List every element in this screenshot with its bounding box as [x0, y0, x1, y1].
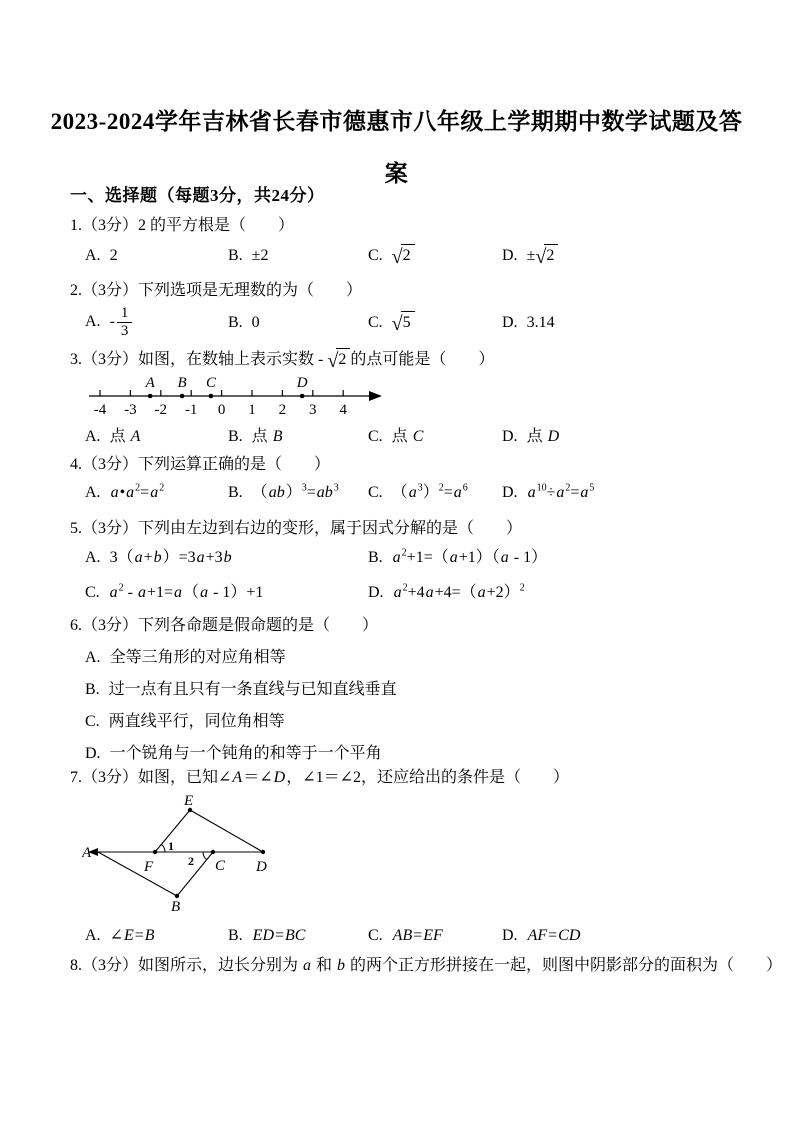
- option-C: [368, 483, 502, 503]
- segment-ED: [190, 810, 263, 852]
- option-C: [368, 244, 502, 267]
- section-heading: 一、选择题（每题3分，共24分）: [70, 186, 325, 205]
- point-B: [180, 394, 185, 399]
- point-label-D: D: [296, 375, 308, 391]
- radical-sign-icon: √: [327, 350, 339, 372]
- vertex-B: [175, 894, 179, 898]
- option-key: D.: [368, 584, 384, 601]
- option-key: B.: [368, 549, 383, 566]
- question-2: [70, 281, 730, 341]
- vertex-C: [211, 850, 215, 854]
- option-content: 点 C: [391, 428, 424, 445]
- option-key: B.: [85, 681, 100, 698]
- option-A: [85, 548, 368, 568]
- radicand: 2: [544, 244, 558, 266]
- question-stem: 2.（3分）下列选项是无理数的为（ ）: [70, 282, 363, 299]
- tick-label: 3: [309, 402, 317, 418]
- point-C: [209, 394, 214, 399]
- math-var: a: [196, 549, 205, 566]
- vertex-label-D: D: [256, 859, 267, 875]
- option-key: A.: [85, 927, 101, 944]
- math-var: a: [408, 484, 417, 501]
- options-row: [85, 483, 730, 503]
- option-key: C.: [85, 713, 100, 730]
- math-var: A: [130, 428, 141, 445]
- math-var: D: [547, 428, 560, 445]
- fraction-denominator: 3: [117, 322, 133, 340]
- math-var: E: [123, 927, 134, 944]
- angle-label-2: 2: [188, 854, 194, 868]
- option-content: 3.14: [526, 313, 555, 331]
- math-var: AB: [392, 927, 413, 944]
- option-key: A.: [85, 549, 101, 566]
- geometry-figure: [82, 793, 297, 921]
- options-row: [85, 548, 730, 568]
- vertex-label-C: C: [215, 858, 226, 874]
- option-content: 两直线平行，同位角相等: [108, 713, 285, 730]
- math-superscript: 3: [417, 482, 423, 494]
- fraction-numerator: 1: [120, 305, 129, 321]
- option-key: C.: [368, 927, 383, 944]
- options-row: [85, 583, 730, 603]
- math-var: BC: [285, 927, 306, 944]
- number-line-figure-wrap: [85, 373, 730, 421]
- question-5: [70, 519, 730, 603]
- math-superscript: 2: [402, 582, 408, 594]
- question-3: [70, 348, 730, 447]
- vertex-D: [261, 850, 265, 854]
- option-content: 一个锐角与一个钝角的和等于一个平角: [109, 745, 382, 762]
- tick-label: -1: [184, 402, 198, 418]
- math-var: ED: [252, 927, 274, 944]
- sqrt-expression: [392, 244, 415, 267]
- point-D: [300, 394, 305, 399]
- vertex-label-F: F: [144, 859, 154, 875]
- option-key: A.: [85, 484, 101, 501]
- question-8: [70, 956, 783, 976]
- option-key: D.: [502, 247, 518, 264]
- options-row: [85, 305, 730, 341]
- angle-label-1: 1: [168, 839, 174, 853]
- math-var: A: [232, 769, 243, 786]
- option-D: [502, 926, 730, 946]
- options-list: [70, 648, 730, 764]
- math-var: a: [580, 484, 589, 501]
- segment-AB: [98, 852, 177, 896]
- option-key: A.: [85, 428, 101, 445]
- option-B: [228, 313, 368, 333]
- math-var: C: [412, 428, 424, 445]
- option-key: C.: [368, 247, 383, 264]
- option-C: [85, 583, 368, 603]
- point-label-B: B: [177, 375, 187, 391]
- angle-arc-F: [161, 844, 165, 852]
- math-var: a: [110, 484, 119, 501]
- option-content: [391, 313, 415, 336]
- math-superscript: 6: [462, 482, 468, 494]
- option-key: B.: [228, 246, 243, 264]
- math-superscript: 2: [401, 547, 407, 559]
- document-title-line2: 案: [384, 161, 409, 186]
- option-content: ED=BC: [252, 927, 306, 944]
- fraction: [117, 305, 133, 341]
- option-key: C.: [368, 314, 383, 332]
- sqrt-expression: [327, 348, 350, 371]
- vertex-F: [153, 850, 157, 854]
- tick-label: 4: [339, 402, 347, 418]
- option-key: D.: [502, 484, 518, 501]
- radicand: 2: [336, 348, 350, 370]
- math-var: a: [200, 584, 209, 601]
- math-var: a: [303, 957, 312, 974]
- math-var: a: [174, 584, 183, 601]
- math-superscript: 5: [589, 482, 595, 494]
- question-stem: 4.（3分）下列运算正确的是（ ）: [70, 456, 331, 473]
- option-content: AB=EF: [392, 927, 443, 944]
- math-var: a: [393, 584, 402, 601]
- tick-label: -4: [93, 402, 107, 418]
- option-C: [368, 926, 502, 946]
- option-key: B.: [228, 927, 243, 944]
- math-var: ab: [316, 484, 333, 501]
- vertex-label-E: E: [184, 793, 194, 809]
- option-C: [368, 311, 502, 334]
- math-superscript: 2: [519, 582, 525, 594]
- option-content: ±√2: [527, 247, 559, 264]
- option-D: [85, 744, 730, 764]
- math-var: a: [527, 484, 536, 501]
- sqrt-expression: [392, 311, 415, 334]
- option-key: A.: [85, 649, 101, 666]
- option-content: 点 D: [526, 428, 560, 445]
- option-B: [228, 246, 368, 266]
- math-var: B: [144, 927, 155, 944]
- question-stem: 8.（3分）如图所示，边长分别为 a 和 b 的两个正方形拼接在一起，则图中阴影部分的面积为（ ）: [70, 957, 783, 974]
- option-content: AF=CD: [527, 927, 581, 944]
- segment-BC: [177, 852, 213, 896]
- math-superscript: 2: [159, 482, 165, 494]
- math-var: a: [150, 484, 159, 501]
- document-title: [0, 96, 793, 200]
- question-stem: 7.（3分）如图，已知∠A＝∠D，∠1＝∠2，还应给出的条件是（ ）: [70, 769, 570, 786]
- option-key: B.: [228, 484, 243, 501]
- option-content: $a^{10}\div a^2=a^5$: [527, 482, 595, 501]
- option-A: [85, 305, 228, 341]
- math-superscript: 2: [118, 582, 124, 594]
- math-var: a: [134, 549, 143, 566]
- option-key: C.: [85, 584, 100, 601]
- option-A: [85, 427, 228, 447]
- options-row: [85, 244, 730, 267]
- document-title-line1: 2023-2024学年吉林省长春市德惠市八年级上学期期中数学试题及答: [50, 109, 743, 134]
- option-key: A.: [85, 313, 101, 331]
- point-label-C: C: [205, 375, 216, 391]
- question-stem: 1.（3分）2 的平方根是（ ）: [70, 217, 295, 234]
- option-key: B.: [228, 313, 243, 331]
- option-content: $a^2+1=(a+1)(a - 1)$: [392, 547, 548, 566]
- number-line-figure: [85, 373, 385, 421]
- option-key: D.: [502, 428, 518, 445]
- tick-label: 1: [248, 402, 256, 418]
- question-stem: 5.（3分）下列由左边到右边的变形，属于因式分解的是（ ）: [70, 520, 523, 537]
- radicand: 2: [401, 244, 415, 266]
- math-var: D: [273, 769, 286, 786]
- tick-label: 0: [217, 402, 226, 418]
- math-var: EF: [423, 927, 443, 944]
- option-content: ±2: [251, 246, 269, 264]
- math-var: b: [223, 549, 232, 566]
- vertex-label-A: A: [82, 845, 92, 861]
- math-var: B: [272, 428, 283, 445]
- option-A: [85, 246, 228, 266]
- option-content: $(ab)^3=ab^3$: [251, 482, 339, 501]
- option-key: D.: [85, 745, 101, 762]
- math-superscript: 3: [301, 482, 307, 494]
- math-var: a: [138, 584, 146, 601]
- option-D: [502, 313, 730, 333]
- question-stem: 3.（3分）如图，在数轴上表示实数 - √2 的点可能是（ ）: [70, 350, 495, 372]
- option-content: 过一点有且只有一条直线与已知直线垂直: [108, 681, 397, 698]
- question-6: [70, 616, 730, 764]
- math-superscript: 10: [536, 482, 547, 494]
- math-var: AF: [527, 927, 548, 944]
- math-var: a: [500, 549, 509, 566]
- option-content: 全等三角形的对应角相等: [109, 649, 286, 666]
- option-key: D.: [502, 313, 518, 331]
- option-key: C.: [368, 484, 383, 501]
- option-content: 0: [251, 313, 260, 331]
- option-content: 点 B: [251, 428, 283, 445]
- option-B: [85, 680, 730, 700]
- angle-arc-C: [203, 852, 207, 860]
- question-1: [70, 216, 730, 267]
- vertex-label-B: B: [171, 899, 181, 915]
- math-var: a: [425, 584, 434, 601]
- option-key: D.: [502, 927, 518, 944]
- point-label-A: A: [145, 375, 155, 391]
- math-superscript: 2: [438, 482, 444, 494]
- option-content: 3（a+b）=3a+3b: [109, 549, 232, 566]
- math-var: a: [453, 484, 462, 501]
- math-superscript: 3: [333, 482, 339, 494]
- geometry-figure-wrap: [82, 793, 730, 921]
- math-var: a: [126, 484, 135, 501]
- question-4: [70, 455, 730, 503]
- option-key: A.: [85, 246, 101, 264]
- math-superscript: 2: [135, 482, 141, 494]
- math-var: a: [556, 484, 565, 501]
- option-C: [85, 712, 730, 732]
- sqrt-expression: [535, 244, 558, 267]
- tick-label: -2: [154, 402, 168, 418]
- options-row: [85, 427, 730, 447]
- option-content: 点 A: [109, 428, 141, 445]
- tick-label: -3: [124, 402, 137, 418]
- option-content: $(a^3)^2=a^6$: [391, 482, 468, 501]
- option-content: $a^2+4a+4=(a+2)^2$: [393, 582, 525, 601]
- math-var: a: [109, 584, 118, 601]
- axis-arrow-icon: [369, 391, 382, 401]
- option-A: [85, 483, 228, 503]
- radical-sign-icon: √: [535, 246, 547, 268]
- tick-label: 2: [278, 402, 287, 418]
- math-var: CD: [558, 927, 581, 944]
- math-var: ab: [268, 484, 285, 501]
- math-var: a: [392, 549, 401, 566]
- option-content: $a^2 - a+1=a(a - 1)+1$: [109, 582, 264, 601]
- math-var: b: [337, 957, 346, 974]
- option-B: [368, 548, 730, 568]
- option-D: [502, 244, 730, 267]
- option-content: ∠E=B: [109, 927, 155, 944]
- option-key: C.: [368, 428, 383, 445]
- math-superscript: 2: [565, 482, 571, 494]
- option-key: B.: [228, 428, 243, 445]
- option-B: [228, 483, 368, 503]
- math-var: b: [153, 549, 162, 566]
- option-D: [368, 583, 730, 603]
- option-content: $a•a^2=a^2$: [110, 482, 165, 501]
- option-content: - $\frac{1}{3}$: [110, 313, 135, 330]
- option-A: [85, 926, 228, 946]
- radical-sign-icon: √: [391, 313, 403, 336]
- option-B: [228, 427, 368, 447]
- question-stem: 6.（3分）下列各命题是假命题的是（ ）: [70, 617, 379, 634]
- math-var: a: [449, 549, 458, 566]
- option-D: [502, 483, 730, 503]
- option-D: [502, 427, 730, 447]
- option-A: [85, 648, 730, 668]
- point-A: [148, 394, 153, 399]
- radicand: 5: [401, 311, 415, 333]
- option-C: [368, 427, 502, 447]
- option-B: [228, 926, 368, 946]
- option-content: [391, 246, 415, 268]
- question-7: [70, 768, 730, 946]
- options-row: [85, 926, 730, 946]
- math-var: a: [477, 584, 486, 601]
- option-content: 2: [109, 246, 118, 264]
- radical-sign-icon: √: [391, 246, 403, 268]
